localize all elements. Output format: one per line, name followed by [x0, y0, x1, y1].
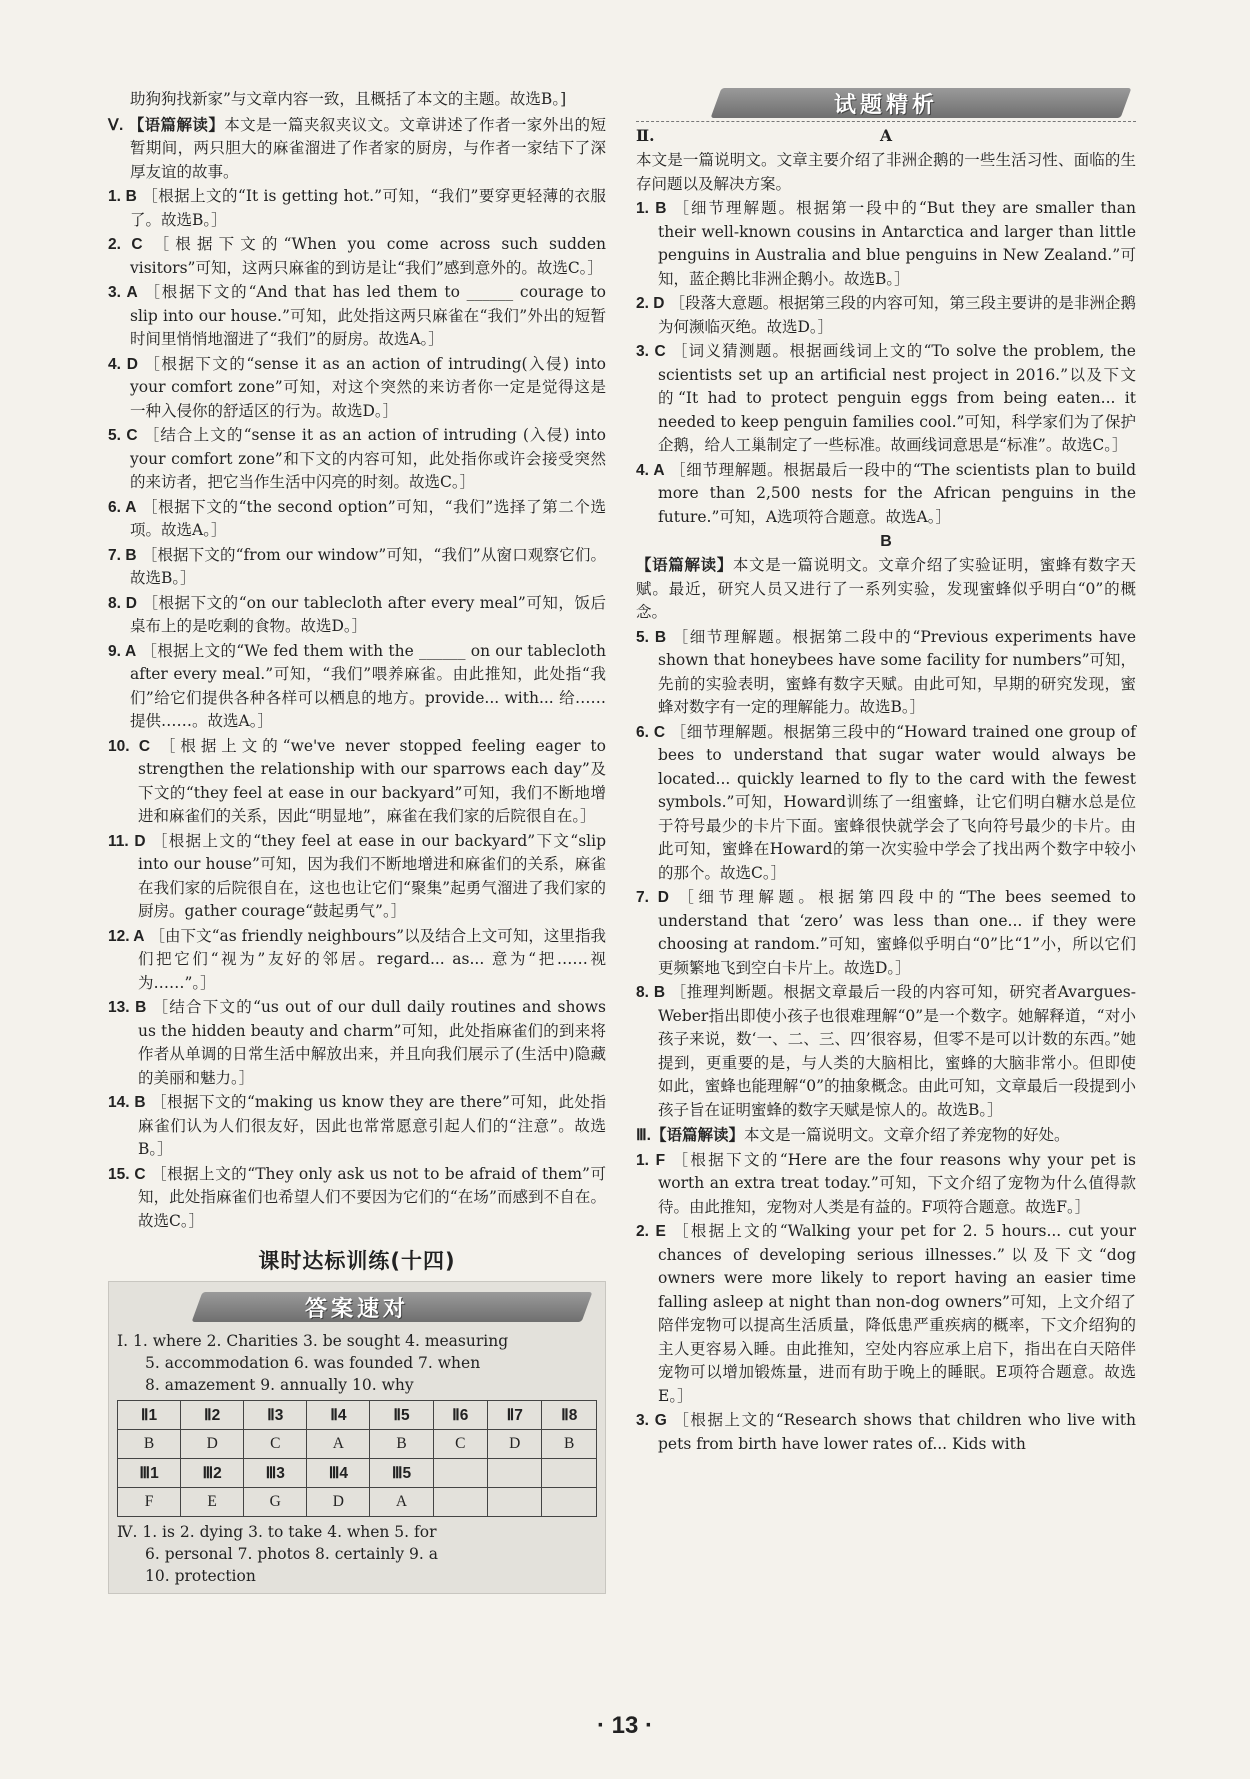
answer-text: ［根据上文的“We fed them with the ______ on our tablecloth after every meal.”可知，“我们”喂养麻雀。由此推知，此处指“我们”给它们提供各种各样可以栖息的地方。provide... with... 给……提供……。故选A。］: [130, 641, 606, 730]
answer-number: 5. C: [108, 427, 138, 444]
answer-number: 12. A: [108, 927, 145, 945]
answer-grid-cell: D: [181, 1430, 244, 1459]
answer-grid-cell: Ⅱ3: [244, 1401, 307, 1430]
answer-text: ［根据上文的“They only ask us not to be afraid of them”可知，此处指麻雀们也希望人们不要因为它们的“在场”而感到不自在。故选C。］: [138, 1164, 606, 1230]
answer-number: 2. D: [636, 295, 665, 312]
answer-grid-cell: A: [370, 1488, 433, 1517]
answer-grid-cell: E: [181, 1488, 244, 1517]
answer-grid-cell: [542, 1488, 597, 1517]
answer-grid-cell: D: [307, 1488, 370, 1517]
answer-text: ［细节理解题。根据第二段中的“Previous experiments have shown that honeybees have some facility for numbers”可知，先前的实验表明，蜜蜂有数字天赋。由此可知，早期的研究发现，蜜蜂对数字有一定的理解能力。故选B。］: [658, 627, 1136, 716]
answer-item: [108, 113, 606, 185]
answer-grid: [117, 1400, 597, 1517]
answer-text: ［结合下文的“us out of our dull daily routines and shows us the hidden beauty and charm”可知，此处指麻雀们的到来将作者从单调的日常生活中解放出来，并且向我们展示了(生活中)隐藏的美丽和魅力。］: [138, 998, 606, 1087]
answer-grid-cell: Ⅲ2: [181, 1459, 244, 1488]
answer-text: 本文是一篇夹叙夹议文。文章讲述了作者一家外出的短暂期间，两只胆大的麻雀溜进了作者家的厨房，与作者一家结下了深厚友谊的故事。: [130, 115, 606, 181]
answer-item: [636, 1220, 1136, 1408]
answer-grid-cell: F: [118, 1488, 181, 1517]
answer-text: ［根据下文的“on our tablecloth after every meal”可知，饭后桌布上的是吃剩的食物。故选D。］: [130, 593, 607, 635]
answer-grid-cell: Ⅲ4: [307, 1459, 370, 1488]
answer-item: [636, 626, 1136, 720]
answer-text: ［根据下文的“When you come across such sudden visitors”可知，这两只麻雀的到访是让“我们”感到意外的。故选C。］: [130, 235, 606, 277]
answer-number: 9. A: [108, 642, 137, 660]
banner-title: 答案速对: [304, 1297, 409, 1322]
answer-text: ［根据下文的“from our window”可知，“我们”从窗口观察它们。故选B。］: [130, 545, 606, 587]
answer-grid-cell: Ⅲ1: [118, 1459, 181, 1488]
right-column: [636, 80, 1136, 1457]
answer-number: 1. B: [108, 188, 137, 205]
subsection-label: B: [880, 533, 892, 550]
answer-item: [108, 1163, 606, 1234]
answer-item: [108, 735, 606, 829]
answer-text: ［根据下文的“the second option”可知，“我们”选择了第二个选项。故选A。］: [130, 497, 606, 539]
answer-number: 14. B: [108, 1094, 146, 1111]
answer-grid-cell: B: [542, 1430, 597, 1459]
fill-answer-line: 8. amazement 9. annually 10. why: [145, 1376, 414, 1394]
answer-item: [108, 424, 606, 495]
fill-answer-line: 5. accommodation 6. was founded 7. when: [145, 1354, 481, 1372]
answer-text: ［由下文“as friendly neighbours”以及结合上文可知，这里指我们把它们“视为”友好的邻居。regard... as... 意为“把……视为……”。］: [138, 926, 606, 992]
answer-text: ［推理判断题。根据文章最后一段的内容可知，研究者Avargues-Weber指出即使小孩子也很难理解“0”是一个数字。她解释道，“对小孩子来说，数‘一、二、三、四’很容易，但零不是可以计数的东西。”她提到，更重要的是，与人类的大脑相比，蜜蜂的大脑非常小。但即使如此，蜜蜂也能理解“0”的抽象概念。由此可知，文章最后一段提到小孩子旨在证明蜜蜂的数字天赋是惊人的。故选B。］: [658, 983, 1136, 1119]
answer-item: [108, 996, 606, 1090]
answer-item: [636, 1409, 1136, 1456]
answer-number: 3. A: [108, 284, 138, 301]
answer-text: ［根据上文的“Research shows that children who live with pets from birth have lower rates of... Kids with: [658, 1411, 1136, 1453]
passage-analysis-label: 【语篇解读】: [636, 555, 733, 574]
answer-item: [636, 197, 1136, 291]
answer-item: [636, 292, 1136, 339]
analysis-banner: [636, 82, 1136, 122]
fill-answer-line: 6. personal 7. photos 8. certainly 9. a: [145, 1545, 438, 1563]
answer-item: [636, 721, 1136, 886]
answer-item: [636, 340, 1136, 458]
section-title: 课时达标训练(十四): [258, 1249, 456, 1273]
answer-item: [636, 459, 1136, 530]
answer-text: ［细节理解题。根据第三段中的“Howard trained one group of bees to understand that sugar water would always be located... quickly learned to fly to the card with the fewest symbols.”可知，Howard训练了一组蜜蜂，让它们明白糖水总是位于符号最少的卡片下面。蜜蜂很快就学会了飞向符号最少的卡片。由此可知，蜜蜂在Howard的第一次实验中学会了找出两个数字中较小的那个。故选C。］: [658, 722, 1136, 882]
answer-number: 2. C: [108, 236, 143, 253]
answer-number: 3. C: [636, 343, 666, 360]
answer-number: 8. D: [108, 594, 137, 612]
section-header: [636, 126, 1136, 148]
answer-number: 11. D: [108, 832, 146, 850]
answer-number: 7. D: [636, 889, 669, 906]
answer-item: [636, 1123, 1136, 1148]
banner-title: 试题精析: [833, 93, 938, 118]
answer-item: [108, 925, 606, 996]
answer-item: [108, 1091, 606, 1162]
answer-grid-cell: C: [244, 1430, 307, 1459]
answer-item: [108, 281, 606, 352]
answer-number: 2. E: [636, 1223, 666, 1240]
answer-grid-cell: [433, 1459, 487, 1488]
answer-text: 本文是一篇说明文。文章主要介绍了非洲企鹅的一些生活习性、面临的生存问题以及解决方案。: [636, 151, 1136, 193]
answer-item: [636, 981, 1136, 1122]
answer-item: [636, 148, 1136, 196]
answer-text: ［根据上文的“Walking your pet for 2. 5 hours... cut your chances of developing serious illnesses.”以及下文“dog owners were more likely to report having an easier time falling asleep at night than non-dog owners”可知，上文介绍了陪伴宠物可以提高生活质量，降低患严重疾病的概率，下文介绍狗的主人更容易入睡。由此推知，空处内容应承上启下，指出在白天陪伴宠物可以增加锻炼量，进而有助于晚上的睡眠。E项符合题意。故选E。］: [658, 1222, 1137, 1405]
answer-text: ［根据下文的“making us know they are there”可知，此处指麻雀们认为人们很友好，因此也常常愿意引起人们的“注意”。故选B。］: [138, 1093, 606, 1158]
answer-text: 本文是一篇说明文。文章介绍了养宠物的好处。: [744, 1126, 1070, 1144]
answer-text: ［细节理解题。根据最后一段中的“The scientists plan to build more than 2,500 nests for the African penguins in the future.”可知，A选项符合题意。故选A。］: [658, 460, 1136, 526]
answer-number: 15. C: [108, 1165, 146, 1183]
answer-text: ［根据下文的“Here are the four reasons why your pet is worth an extra treat today.”可知，下文介绍了宠物为什么值得款待。由此推知，宠物对人类是有益的。F项符合题意。故选F。］: [658, 1150, 1136, 1216]
answer-item: [108, 88, 606, 112]
banner-divider: [636, 121, 1136, 122]
answer-grid-cell: Ⅱ7: [488, 1401, 542, 1430]
answer-item: [636, 1149, 1136, 1220]
answer-grid-cell: [433, 1488, 487, 1517]
answer-number: 4. A: [636, 461, 665, 479]
answer-text: ［细节理解题。根据第一段中的“But they are smaller than their well-known cousins in Antarctica and larger than little penguins in Australia and blue penguins in New Zealand.”可知，蓝企鹅比非洲企鹅小。故选B。］: [658, 199, 1136, 288]
answer-grid-cell: D: [488, 1430, 542, 1459]
answer-grid-cell: [542, 1459, 597, 1488]
answer-number: 7. B: [108, 546, 137, 564]
answer-text: ［词义猜测题。根据画线词上文的“To solve the problem, the scientists set up an artificial nest project in 2016.”以及下文的“It had to protect penguin eggs from being eaten... it needed to keep penguin families cool.”可知，科学家们为了保护企鹅，给人工巢制定了一些标准。故画线词意思是“标准”。故选C。］: [658, 342, 1136, 454]
answer-text: 助狗狗找新家”与文章内容一致，且概括了本文的主题。故选B。]: [130, 90, 567, 108]
answer-grid-cell: Ⅱ2: [181, 1401, 244, 1430]
answer-grid-cell: A: [307, 1430, 370, 1459]
answer-item: [108, 496, 606, 543]
fill-answer-line: Ⅳ. 1. is 2. dying 3. to take 4. when 5. for: [117, 1523, 437, 1541]
page-number: · 13 ·: [596, 1712, 653, 1739]
answer-text: ［根据上文的“It is getting hot.”可知，“我们”要穿更轻薄的衣服了。故选B。］: [130, 187, 606, 229]
answer-item: [108, 592, 606, 639]
quick-answer-box: [108, 1281, 606, 1594]
answer-number: 1. F: [636, 1151, 666, 1169]
answer-item: [636, 886, 1136, 980]
answer-number: 5. B: [636, 628, 667, 646]
answer-text: ［根据上文的“they feel at ease in our backyard”下文“slip into our house”可知，因为我们不断地增进和麻雀们的关系，麻雀在我们家的后院很自在，这也也让它们“聚集”起勇气溜进了我们家的厨房。gather courage“鼓起勇气”。］: [138, 831, 607, 920]
answer-item: [108, 830, 606, 924]
quick-answer-banner: [117, 1286, 597, 1326]
answer-grid-row: [118, 1488, 597, 1517]
answer-item: [108, 353, 606, 424]
answer-grid-cell: Ⅱ1: [118, 1401, 181, 1430]
answer-number: 4. D: [108, 355, 138, 373]
answer-item: [108, 640, 606, 734]
answer-grid-cell: Ⅱ8: [542, 1401, 597, 1430]
answer-text: ［细节理解题。根据第四段中的“The bees seemed to understand that ‘zero’ was less than one... if they were choosing at random.”可知，蜜蜂似乎明白“0”比“1”小，所以它们更频繁地飞到空白卡片上。故选D。］: [658, 888, 1136, 977]
answer-text: ［根据下文的“And that has led them to ______ courage to slip into our house.”可知，此处指这两只麻雀在“我们”外出的短暂时间里悄悄地溜进了“我们”的厨房。故选A。］: [130, 283, 606, 348]
answer-text: ［根据上文的“we've never stopped feeling eager to strengthen the relationship with our sparrows each day”及下文的“they feel at ease in our backyard”可知，我们不断地增进和麻雀们的关系，因此“明显地”，麻雀在我们家的后院很自在。］: [138, 736, 606, 825]
answer-grid-cell: Ⅱ6: [433, 1401, 487, 1430]
answer-grid-cell: [488, 1488, 542, 1517]
answer-item: [636, 553, 1136, 625]
answer-number: 3. G: [636, 1412, 667, 1429]
answer-item: [108, 233, 606, 280]
answer-text: ［结合上文的“sense it as an action of intruding (入侵) into your comfort zone”和下文的内容可知，此处指你或许会接受突然的来访者，把它当作生活中闪亮的时刻。故选C。］: [130, 426, 606, 491]
answer-grid-cell: B: [370, 1430, 433, 1459]
answer-grid-row: [118, 1430, 597, 1459]
answer-grid-cell: B: [118, 1430, 181, 1459]
answer-grid-cell: G: [244, 1488, 307, 1517]
answer-number: 8. B: [636, 984, 666, 1001]
section-roman: Ⅱ.: [636, 126, 655, 145]
answer-grid-cell: C: [433, 1430, 487, 1459]
answer-number: Ⅴ.: [108, 116, 124, 134]
answer-text: ［根据下文的“sense it as an action of intruding(入侵) into your comfort zone”可知，对这个突然的来访者你一定是觉得这是一种入侵你的舒适区的行为。故选D。］: [130, 354, 607, 420]
answer-grid-cell: Ⅱ5: [370, 1401, 433, 1430]
answer-number: 10. C: [108, 737, 151, 755]
answer-text: 本文是一篇说明文。文章介绍了实验证明，蜜蜂有数字天赋。最近，研究人员又进行了一系列实验，发现蜜蜂似乎明白“0”的概念。: [636, 556, 1136, 621]
answer-number: 1. B: [636, 200, 667, 217]
subsection-label: A: [879, 126, 893, 145]
left-column: [108, 88, 606, 1594]
answer-text: ［段落大意题。根据第三段的内容可知，第三段主要讲的是非洲企鹅为何濒临灭绝。故选D。］: [658, 294, 1136, 336]
answer-number: 6. A: [108, 498, 137, 516]
fill-answer-line: Ⅰ. 1. where 2. Charities 3. be sought 4. measuring: [117, 1332, 509, 1350]
answer-grid-row: [118, 1401, 597, 1430]
answer-number: 6. C: [636, 723, 666, 741]
answer-grid-cell: Ⅲ5: [370, 1459, 433, 1488]
answer-grid-row: [118, 1459, 597, 1488]
fill-answer-line: 10. protection: [145, 1567, 256, 1585]
answer-item: [108, 185, 606, 232]
answer-grid-cell: Ⅲ3: [244, 1459, 307, 1488]
answer-item: [108, 544, 606, 591]
answer-grid-cell: Ⅱ4: [307, 1401, 370, 1430]
answer-grid-cell: [488, 1459, 542, 1488]
section-roman: Ⅲ.: [636, 1127, 651, 1144]
passage-analysis-label: 【语篇解读】: [651, 1125, 745, 1144]
passage-analysis-label: 【语篇解读】: [128, 114, 225, 134]
answer-number: 13. B: [108, 999, 147, 1016]
